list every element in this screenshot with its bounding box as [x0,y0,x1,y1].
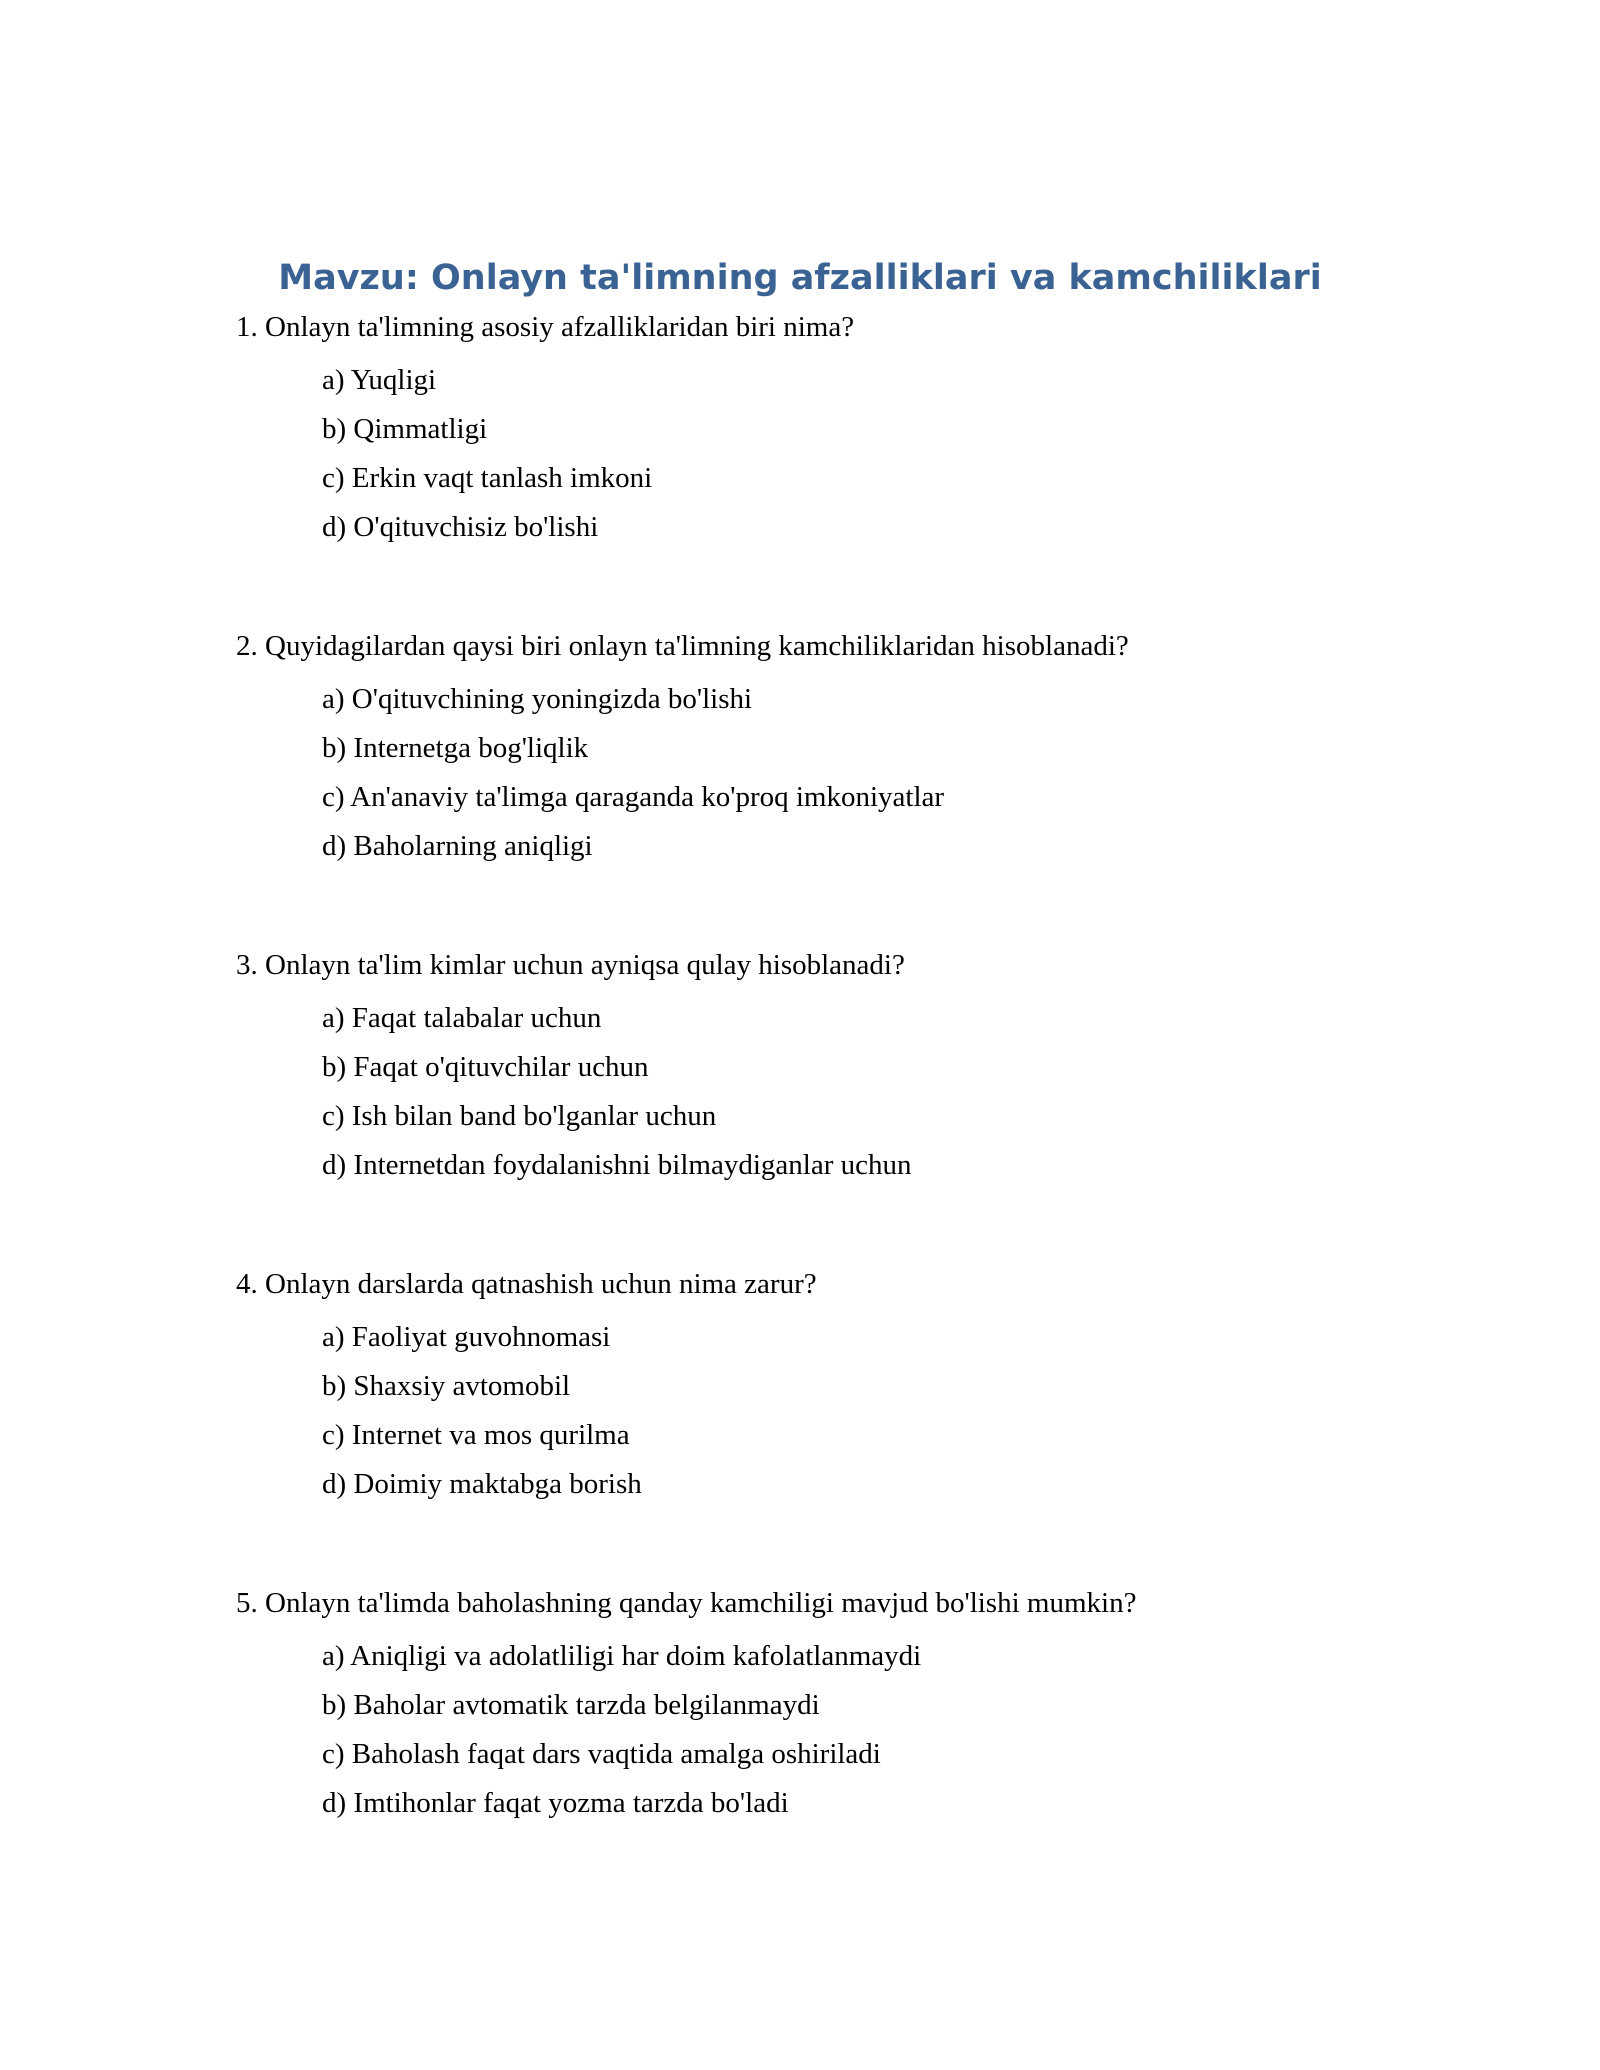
question-text: 4. Onlayn darslarda qatnashish uchun nima zarur? [236,1268,817,1300]
answer-option: d) Imtihonlar faqat yozma tarzda bo'ladi [322,1787,789,1819]
answer-option: c) Erkin vaqt tanlash imkoni [322,462,653,494]
answer-option: b) Internetga bog'liqlik [322,732,589,764]
answer-option: b) Baholar avtomatik tarzda belgilanmaydi [322,1689,820,1721]
answer-option: b) Faqat o'qituvchilar uchun [322,1051,649,1083]
question-1 [236,306,1436,552]
quiz-list [236,306,1436,1828]
answer-options [236,1632,1436,1828]
answer-option: d) Baholarning aniqligi [322,830,593,862]
question-4 [236,1263,1436,1509]
answer-options [236,356,1436,552]
answer-option: d) Internetdan foydalanishni bilmaydiganlar uchun [322,1149,912,1181]
question-text: 3. Onlayn ta'lim kimlar uchun ayniqsa qulay hisoblanadi? [236,949,905,981]
answer-option: c) An'anaviy ta'limga qaraganda ko'proq imkoniyatlar [322,781,945,813]
question-text: 1. Onlayn ta'limning asosiy afzalliklaridan biri nima? [236,311,855,343]
answer-option: d) Doimiy maktabga borish [322,1468,642,1500]
question-spacer [236,1509,1436,1582]
question-2 [236,625,1436,871]
question-spacer [236,871,1436,944]
answer-option: a) Aniqligi va adolatliligi har doim kafolatlanmaydi [322,1640,922,1672]
answer-options [236,994,1436,1190]
question-spacer [236,1190,1436,1263]
answer-option: a) O'qituvchining yoningizda bo'lishi [322,683,753,715]
answer-option: a) Faoliyat guvohnomasi [322,1321,611,1353]
question-3 [236,944,1436,1190]
answer-option: c) Ish bilan band bo'lganlar uchun [322,1100,717,1132]
document-title: Mavzu: Onlayn ta'limning afzalliklari va kamchiliklari [278,258,1322,298]
answer-option: c) Internet va mos qurilma [322,1419,630,1451]
question-5 [236,1582,1436,1828]
answer-option: c) Baholash faqat dars vaqtida amalga oshiriladi [322,1738,881,1770]
answer-option: b) Shaxsiy avtomobil [322,1370,571,1402]
answer-option: b) Qimmatligi [322,413,488,445]
answer-options [236,675,1436,871]
answer-option: d) O'qituvchisiz bo'lishi [322,511,599,543]
question-text: 2. Quyidagilardan qaysi biri onlayn ta'limning kamchiliklaridan hisoblanadi? [236,630,1129,662]
answer-option: a) Faqat talabalar uchun [322,1002,602,1034]
question-text: 5. Onlayn ta'limda baholashning qanday kamchiligi mavjud bo'lishi mumkin? [236,1587,1137,1619]
answer-options [236,1313,1436,1509]
question-spacer [236,552,1436,625]
answer-option: a) Yuqligi [322,364,437,396]
